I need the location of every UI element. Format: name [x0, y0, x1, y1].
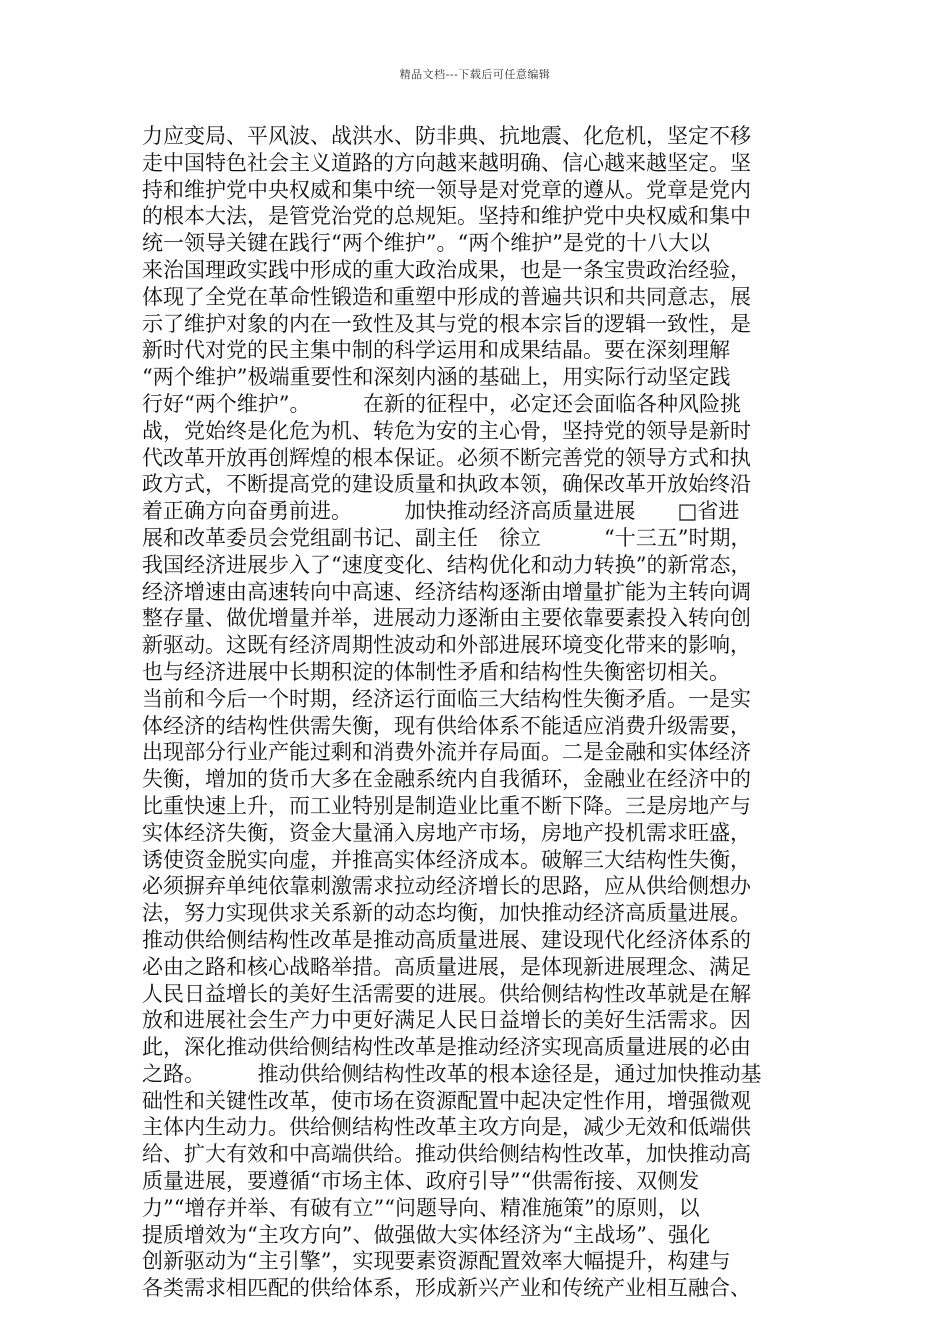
text-line: 新时代对党的民主集中制的科学运用和成果结晶。要在深刻理解 — [142, 338, 730, 363]
text-line: 持和维护党中央权威和集中统一领导是对党章的遵从。党章是党内 — [142, 177, 751, 202]
text-line: 新驱动。这既有经济周期性波动和外部进展环境变化带来的影响， — [142, 633, 751, 658]
text-line: 主体内生动力。供给侧结构性改革主攻方向是，减少无效和低端供 — [142, 1115, 751, 1140]
text-line: 也与经济进展中长期积淀的体制性矛盾和结构性失衡密切相关。 — [142, 659, 730, 684]
text-line: 来治国理政实践中形成的重大政治成果，也是一条宝贵政治经验， — [142, 257, 751, 282]
text-line: 代改革开放再创辉煌的根本保证。必须不断完善党的领导方式和执 — [142, 445, 751, 470]
text-line: “两个维护”极端重要性和深刻内涵的基础上，用实际行动坚定践 — [142, 365, 731, 390]
document-body — [142, 123, 810, 1302]
text-line: 失衡，增加的货币大多在金融系统内自我循环，金融业在经济中的 — [142, 767, 751, 792]
text-line: 必须摒弃单纯依靠刺激需求拉动经济增长的思路，应从供给侧想办 — [142, 874, 751, 899]
text-line: 走中国特色社会主义道路的方向越来越明确、信心越来越坚定。坚 — [142, 150, 751, 175]
text-line: 示了维护对象的内在一致性及其与党的根本宗旨的逻辑一致性，是 — [142, 311, 751, 336]
text-line: 创新驱动为“主引擎”，实现要素资源配置效率大幅提升，构建与 — [142, 1249, 731, 1274]
text-line: 诱使资金脱实向虚，并推高实体经济成本。破解三大结构性失衡， — [142, 847, 751, 872]
text-line: 体现了全党在革命性锻造和重塑中形成的普遍共识和共同意志，展 — [142, 284, 751, 309]
text-line: 推动供给侧结构性改革是推动高质量进展、建设现代化经济体系的 — [142, 927, 751, 952]
text-line: 必由之路和核心战略举措。高质量进展，是体现新进展理念、满足 — [142, 954, 751, 979]
text-line: 法，努力实现供求关系新的动态均衡，加快推动经济高质量进展。 — [142, 901, 751, 926]
text-line: 的根本大法，是管党治党的总规矩。坚持和维护党中央权威和集中 — [142, 204, 751, 229]
text-line: 给、扩大有效和中高端供给。推动供给侧结构性改革，加快推动高 — [142, 1142, 751, 1167]
text-line: 力”“增存并举、有破有立”“问题导向、精准施策”的原则，以 — [142, 1195, 700, 1220]
text-line: 整存量、做优增量并举，进展动力逐渐由主要依靠要素投入转向创 — [142, 606, 751, 631]
text-line: 实体经济失衡，资金大量涌入房地产市场，房地产投机需求旺盛， — [142, 820, 751, 845]
text-line: 我国经济进展步入了“速度变化、结构优化和动力转换”的新常态， — [142, 552, 752, 577]
text-line: 统一领导关键在践行“两个维护”。“两个维护”是党的十八大以 — [142, 231, 710, 256]
page-header: 精品文档---下载后可任意编辑 — [399, 68, 551, 81]
text-line: 体经济的结构性供需失衡，现有供给体系不能适应消费升级需要， — [142, 713, 751, 738]
text-line: 政方式，不断提高党的建设质量和执政本领，确保改革开放始终沿 — [142, 472, 751, 497]
text-line: 之路。 推动供给侧结构性改革的根本途径是，通过加快推动基 — [142, 1061, 762, 1086]
text-line: 展和改革委员会党组副书记、副主任 徐立 “十三五”时期， — [142, 525, 752, 550]
text-line: 质量进展，要遵循“市场主体、政府引导”“供需衔接、双侧发 — [142, 1169, 700, 1194]
text-line: 础性和关键性改革，使市场在资源配置中起决定性作用，增强微观 — [142, 1088, 751, 1113]
text-line: 当前和今后一个时期，经济运行面临三大结构性失衡矛盾。一是实 — [142, 686, 751, 711]
text-line: 放和进展社会生产力中更好满足人民日益增长的美好生活需求。因 — [142, 1008, 751, 1033]
text-line: 行好“两个维护”。 在新的征程中，必定还会面临各种风险挑 — [142, 391, 741, 416]
text-line: 力应变局、平风波、战洪水、防非典、抗地震、化危机，坚定不移 — [142, 124, 751, 148]
text-line: 经济增速由高速转向中高速、经济结构逐渐由增量扩能为主转向调 — [142, 579, 751, 604]
text-line: 人民日益增长的美好生活需要的进展。供给侧结构性改革就是在解 — [142, 981, 751, 1006]
text-line: 提质增效为“主攻方向”、做强做大实体经济为“主战场”、强化 — [142, 1222, 710, 1247]
text-line: 比重快速上升，而工业特别是制造业比重不断下降。三是房地产与 — [142, 793, 751, 818]
text-line: 着正确方向奋勇前进。 加快推动经济高质量进展 □省进 — [142, 499, 740, 524]
text-line: 出现部分行业产能过剩和消费外流并存局面。二是金融和实体经济 — [142, 740, 751, 765]
text-line: 各类需求相匹配的供给体系，形成新兴产业和传统产业相互融合、 — [142, 1276, 751, 1301]
text-line: 战，党始终是化危为机、转危为安的主心骨，坚持党的领导是新时 — [142, 418, 751, 443]
text-line: 此，深化推动供给侧结构性改革是推动经济实现高质量进展的必由 — [142, 1035, 751, 1060]
